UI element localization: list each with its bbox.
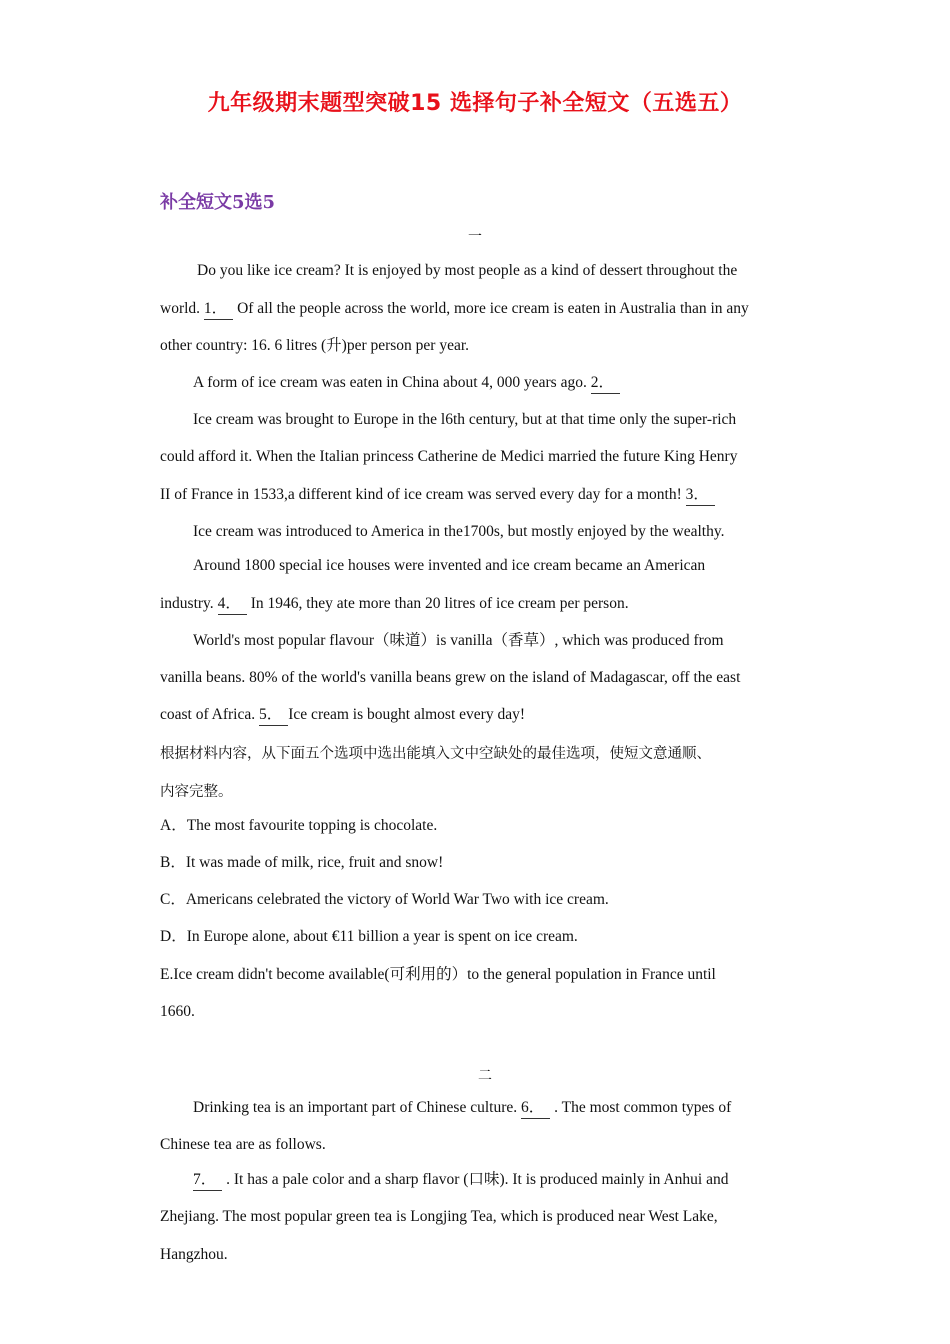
passage-line	[160, 485, 715, 506]
passage-line	[160, 594, 629, 615]
option-b: B．It was made of milk, rice, fruit and snow!	[160, 854, 444, 871]
passage-line: Ice cream was introduced to America in the1700s, but mostly enjoyed by the wealthy.	[193, 523, 725, 540]
passage-text: Drinking tea is an important part of Chinese culture.	[193, 1099, 521, 1116]
option-a: A．The most favourite topping is chocolate.	[160, 817, 438, 834]
part-two-number: 二	[478, 1068, 492, 1084]
passage-line: other country: 16. 6 litres (升)per person per year.	[160, 337, 470, 354]
part-one-number: 一	[468, 229, 482, 245]
option-d: D．In Europe alone, about €11 billion a year is spent on ice cream.	[160, 928, 578, 945]
passage-line	[160, 299, 749, 320]
blank-5: 5．	[259, 705, 288, 726]
passage-text: industry.	[160, 595, 218, 612]
blank-3: 3．	[686, 485, 715, 506]
blank-2: 2．	[591, 373, 620, 394]
blank-1: 1．	[204, 299, 233, 320]
passage-text: coast of Africa.	[160, 706, 259, 723]
passage-line: could afford it. When the Italian princess Catherine de Medici married the future King Henry	[160, 448, 738, 465]
page-title: 九年级期末题型突破15 选择句子补全短文（五选五）	[207, 91, 743, 116]
section-heading: 补全短文5选5	[160, 192, 276, 213]
passage-line	[193, 373, 620, 394]
passage-text: Ice cream is bought almost every day!	[288, 706, 525, 723]
blank-7: 7．	[193, 1170, 222, 1191]
passage-text: . The most common types of	[550, 1099, 732, 1116]
passage-text: In 1946, they ate more than 20 litres of ice cream per person.	[246, 595, 629, 612]
passage-line: Chinese tea are as follows.	[160, 1136, 326, 1153]
passage-line: Do you like ice cream? It is enjoyed by most people as a kind of dessert throughout the	[197, 262, 738, 279]
passage-line	[193, 1170, 728, 1191]
passage-text: . It has a pale color and a sharp flavor (口味). It is produced mainly in Anhui and	[222, 1171, 729, 1188]
passage-line: vanilla beans. 80% of the world's vanilla beans grew on the island of Madagascar, off the east	[160, 669, 741, 686]
passage-text: II of France in 1533,a different kind of ice cream was served every day for a month!	[160, 486, 686, 503]
option-e: E.Ice cream didn't become available(可利用的）to the general population in France until	[160, 966, 716, 983]
passage-text: Of all the people across the world, more ice cream is eaten in Australia than in any	[233, 300, 749, 317]
instruction-line: 内容完整。	[160, 784, 233, 800]
option-c: C．Americans celebrated the victory of World War Two with ice cream.	[160, 891, 609, 908]
passage-line: Around 1800 special ice houses were invented and ice cream became an American	[193, 557, 706, 574]
passage-text: world.	[160, 300, 204, 317]
passage-line: Ice cream was brought to Europe in the l6th century, but at that time only the super-rich	[193, 411, 737, 428]
passage-text: A form of ice cream was eaten in China about 4, 000 years ago.	[193, 374, 591, 391]
passage-line: Zhejiang. The most popular green tea is Longjing Tea, which is produced near West Lake,	[160, 1208, 718, 1225]
passage-line	[160, 705, 525, 726]
blank-6: 6．	[521, 1098, 550, 1119]
instruction-line: 根据材料内容，从下面五个选项中选出能填入文中空缺处的最佳选项，使短文意通顺、	[160, 746, 711, 762]
passage-line: World's most popular flavour（味道）is vanilla（香草）, which was produced from	[193, 632, 724, 649]
passage-line	[193, 1098, 731, 1119]
blank-4: 4．	[218, 594, 247, 615]
passage-line: Hangzhou.	[160, 1246, 228, 1263]
option-e-continued: 1660.	[160, 1003, 195, 1020]
